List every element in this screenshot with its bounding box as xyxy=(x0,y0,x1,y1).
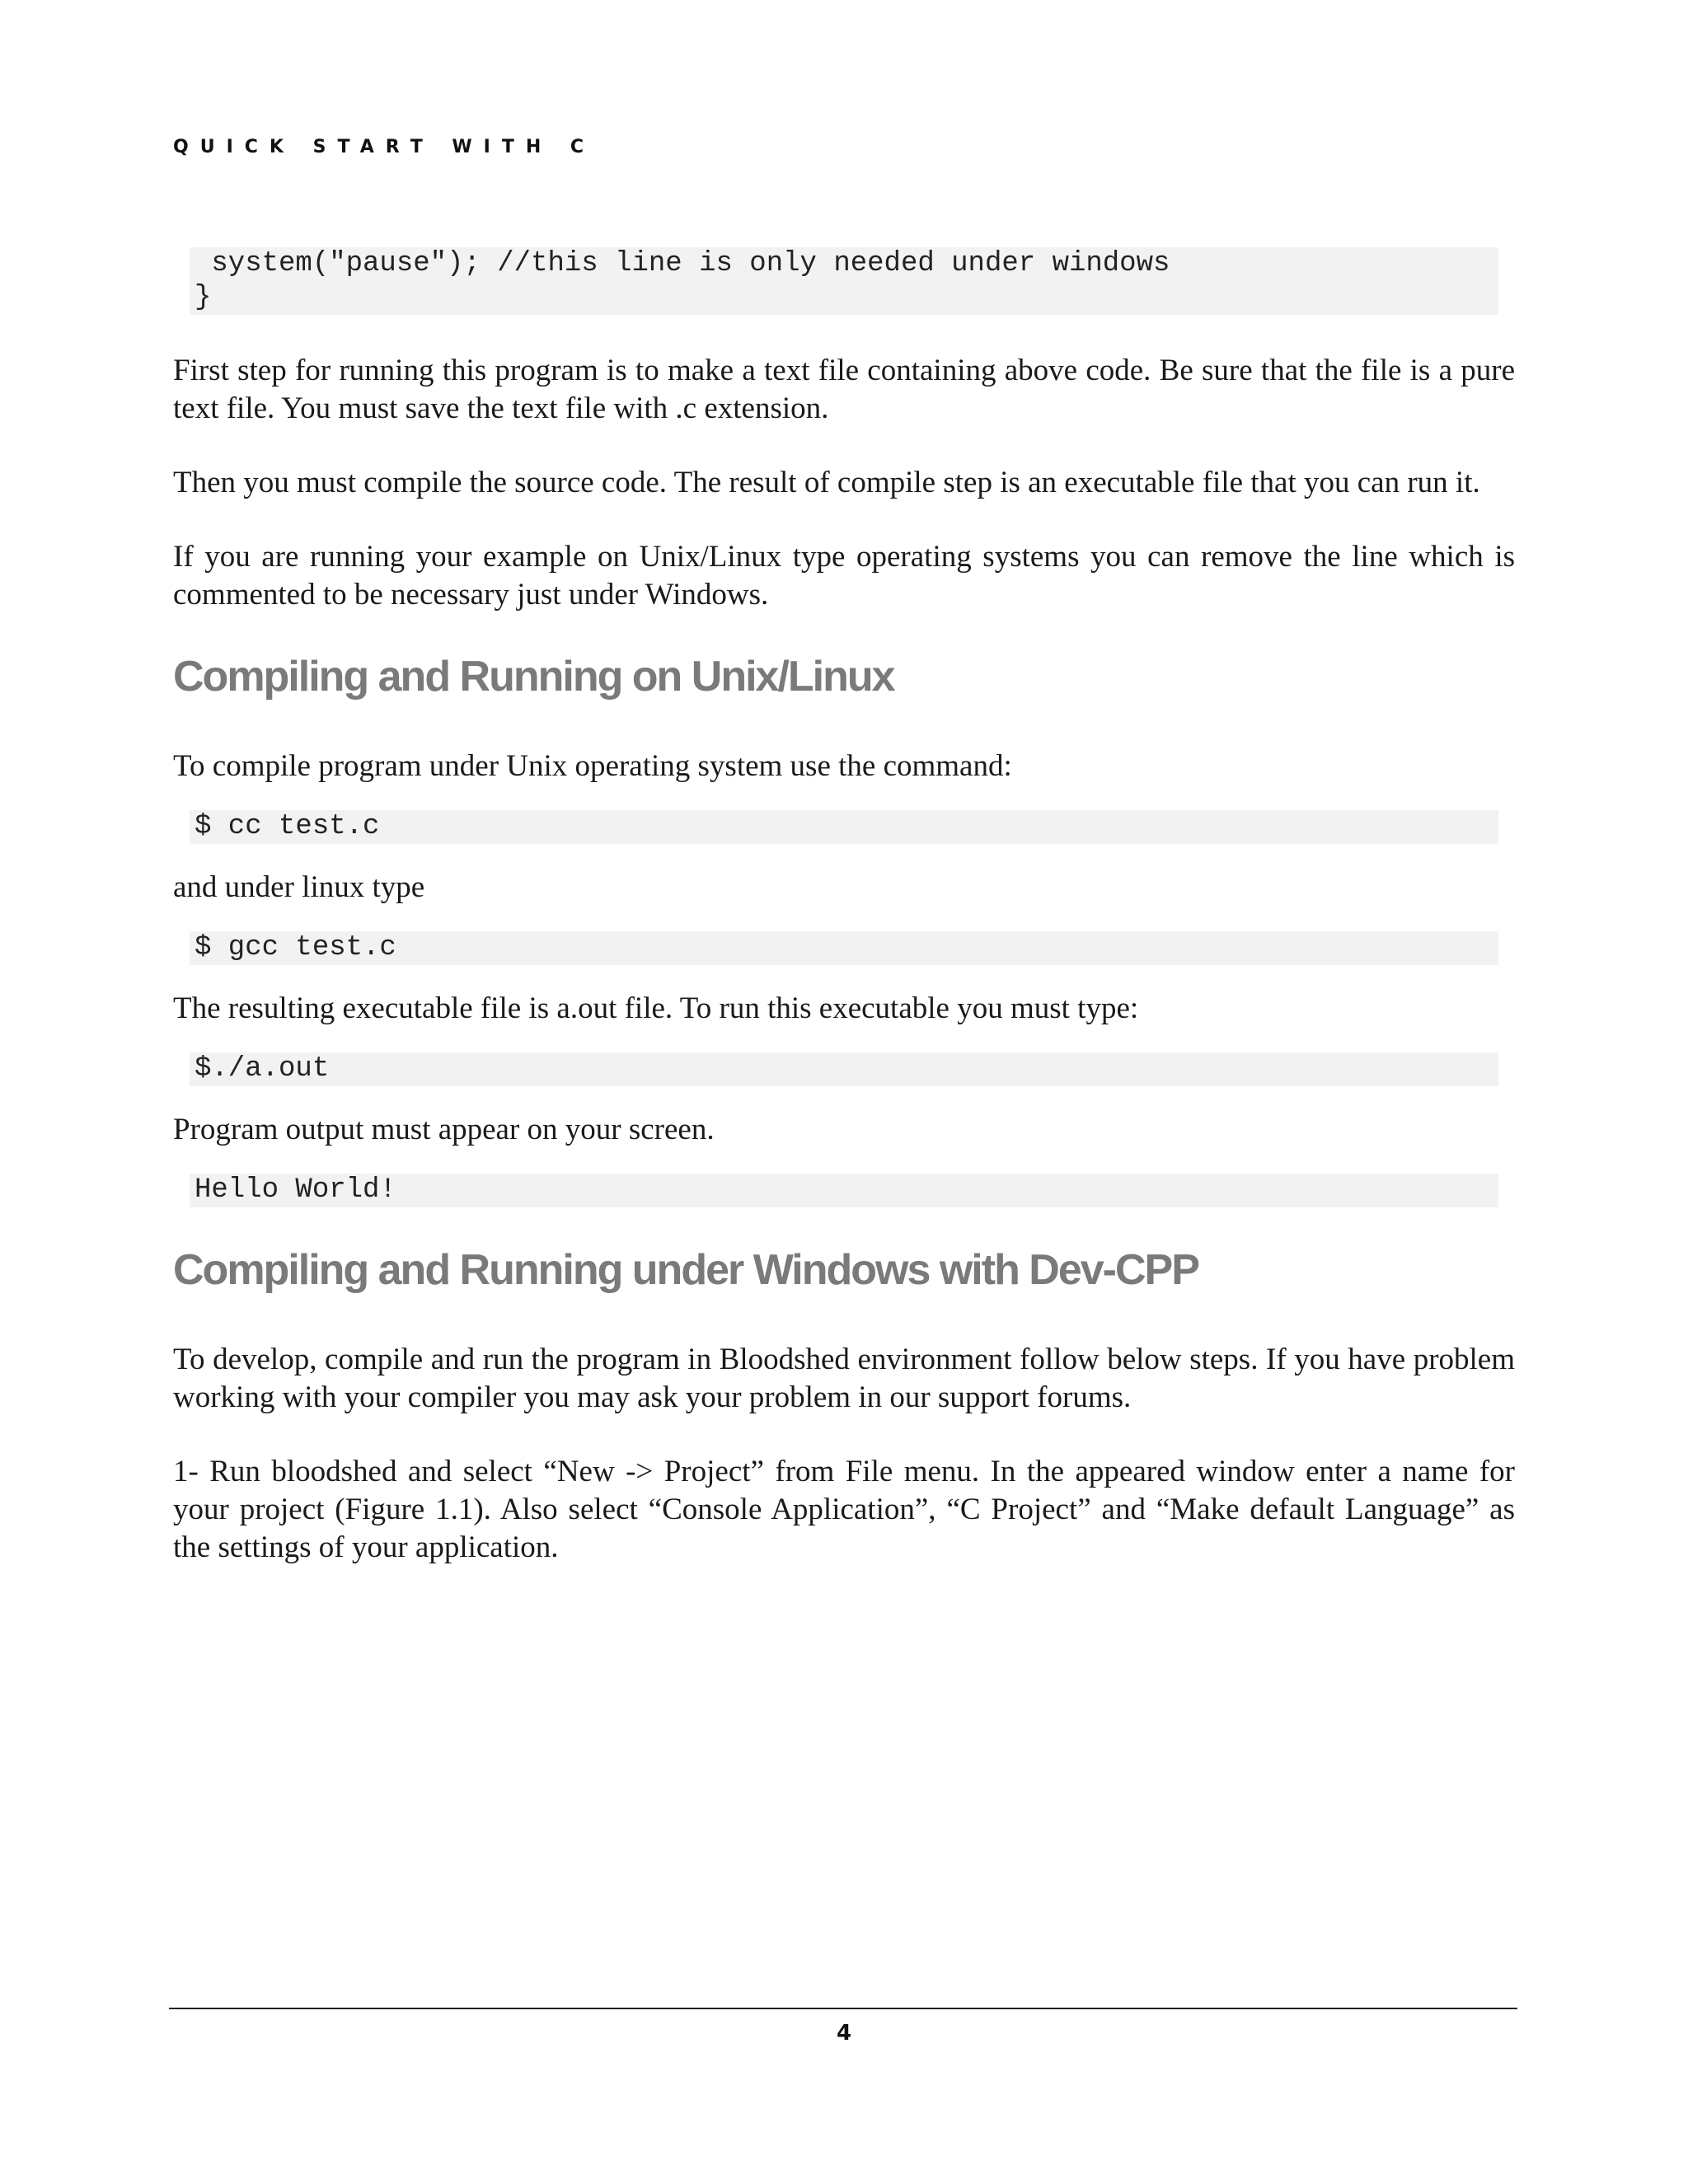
heading-windows-devcpp: Compiling and Running under Windows with Dev-CPP xyxy=(173,1246,1198,1294)
paragraph-unix-command: To compile program under Unix operating system use the command: xyxy=(173,749,1012,783)
code-line: system("pause"); //this line is only needed under windows xyxy=(195,248,1170,279)
page-content xyxy=(173,247,1515,1567)
paragraph-unix-note: If you are running your example on Unix/Linux type operating systems you can remove the line which is commented to be necessary just under Windows. xyxy=(173,540,1515,612)
code-line: } xyxy=(195,282,212,313)
code-output: Hello World! xyxy=(190,1174,1498,1207)
paragraph-save-file: First step for running this program is to make a text file containing above code. Be sure that the file is a pure text file. You must save the text file with .c extension. xyxy=(173,354,1515,425)
paragraph-bloodshed-env: To develop, compile and run the program in Bloodshed environment follow below steps. If you have problem working with your compiler you may ask your problem in our support forums. xyxy=(173,1343,1515,1414)
page-number: 4 xyxy=(836,2021,852,2046)
paragraph-step-1: 1- Run bloodshed and select “New -> Project” from File menu. In the appeared window enter a name for your project (Figure 1.1). Also select “Console Application”, “C Project” and “Make default Language” as the settings of your application. xyxy=(173,1455,1515,1564)
code-gcc: $ gcc test.c xyxy=(190,931,1498,965)
paragraph-compile: Then you must compile the source code. The result of compile step is an executable file that you can run it. xyxy=(173,466,1480,499)
heading-unix-linux: Compiling and Running on Unix/Linux xyxy=(173,653,894,701)
footer-divider xyxy=(169,2008,1517,2009)
code-block-pause xyxy=(190,247,1498,315)
paragraph-output: Program output must appear on your screen. xyxy=(173,1113,715,1146)
running-header: QUICK START WITH C xyxy=(173,137,596,157)
code-run: $./a.out xyxy=(190,1052,1498,1086)
code-cc: $ cc test.c xyxy=(190,810,1498,844)
paragraph-run-executable: The resulting executable file is a.out file. To run this executable you must type: xyxy=(173,991,1139,1025)
paragraph-linux-type: and under linux type xyxy=(173,870,425,904)
